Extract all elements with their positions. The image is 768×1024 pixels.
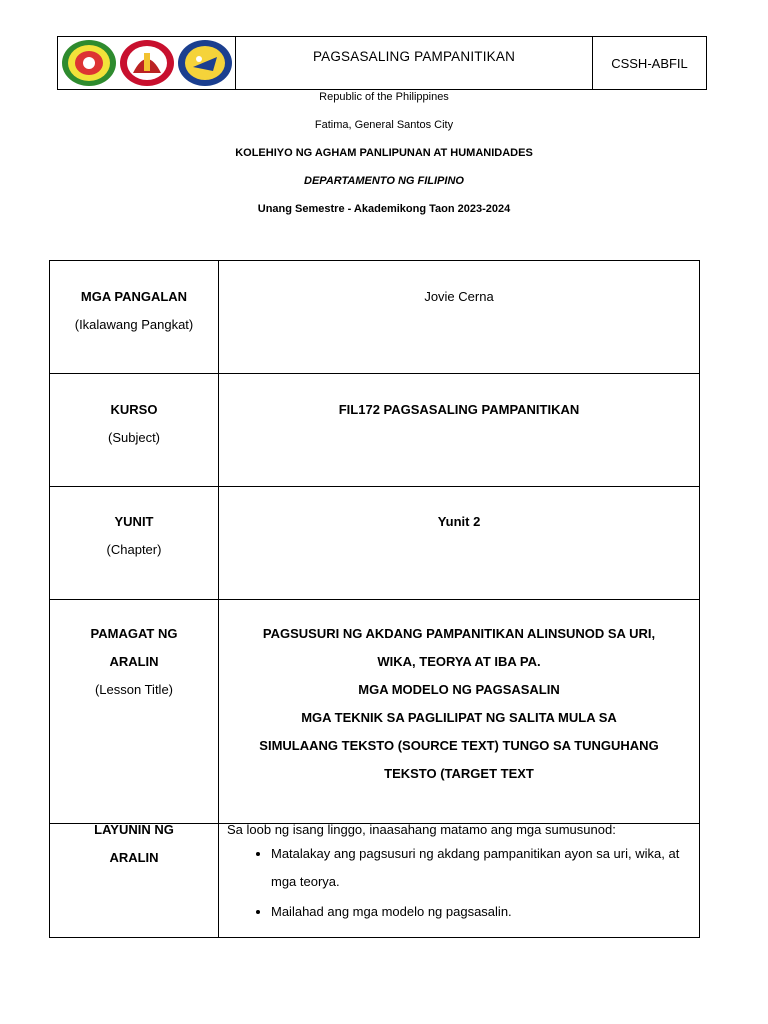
lesson-title-line: TEKSTO (TARGET TEXT <box>384 766 534 781</box>
republic-line: Republic of the Philippines <box>319 91 449 103</box>
table-row <box>50 261 700 374</box>
college-line: KOLEHIYO NG AGHAM PANLIPUNAN AT HUMANIDADES <box>235 147 533 159</box>
unit-value-cell <box>219 487 700 600</box>
table-row <box>50 600 700 824</box>
list-item: • Mailahad ang mga modelo ng pagsasalin. <box>271 898 699 926</box>
document-header <box>57 36 707 90</box>
logo-strip <box>58 37 236 89</box>
department-seal-icon <box>177 39 233 87</box>
unit-value: Yunit 2 <box>437 514 481 529</box>
objectives-label-line2: ARALIN <box>109 850 159 865</box>
lesson-sublabel: (Lesson Title) <box>94 682 174 697</box>
names-value: Jovie Cerna <box>424 289 494 304</box>
names-sublabel: (Ikalawang Pangkat) <box>74 317 194 332</box>
header-code: CSSH-ABFIL <box>611 55 688 71</box>
names-label: MGA PANGALAN <box>80 289 188 304</box>
list-item: • Matalakay ang pagsusuri ng akdang pampanitikan ayon sa uri, wika, at mga teorya. <box>271 840 699 896</box>
lesson-label-line1: PAMAGAT NG <box>90 626 178 641</box>
objectives-list <box>219 840 699 926</box>
objectives-label-cell <box>50 824 219 938</box>
unit-label-cell <box>50 487 219 600</box>
header-title: PAGSASALING PAMPANITIKAN <box>236 37 593 89</box>
table-row <box>50 824 700 938</box>
department-line: DEPARTAMENTO NG FILIPINO <box>304 175 464 187</box>
city-line: Fatima, General Santos City <box>314 119 454 131</box>
names-label-cell <box>50 261 219 374</box>
unit-sublabel: (Chapter) <box>106 542 162 557</box>
objectives-label-line1: LAYUNIN NG <box>94 822 174 837</box>
lesson-title-line: WIKA, TEORYA AT IBA PA. <box>377 654 541 669</box>
college-seal-icon <box>119 39 175 87</box>
lesson-info-table <box>49 260 700 938</box>
course-sublabel: (Subject) <box>107 430 161 445</box>
lesson-title-cell <box>219 600 700 824</box>
objectives-cell <box>219 824 700 938</box>
course-value: FIL172 PAGSASALING PAMPANITIKAN <box>338 402 580 417</box>
course-label-cell <box>50 374 219 487</box>
lesson-title-line: PAGSUSURI NG AKDANG PAMPANITIKAN ALINSUNOD SA URI, <box>262 626 656 641</box>
table-row <box>50 487 700 600</box>
table-row <box>50 374 700 487</box>
lesson-title-line: SIMULAANG TEKSTO (SOURCE TEXT) TUNGO SA TUNGUHANG <box>259 738 659 753</box>
course-value-cell <box>219 374 700 487</box>
lesson-label-line2: ARALIN <box>109 654 159 669</box>
semester-line: Unang Semestre - Akademikong Taon 2023-2024 <box>257 203 511 215</box>
objectives-intro: Sa loob ng isang linggo, inaasahang matamo ang mga sumusunod: <box>227 822 616 837</box>
course-label: KURSO <box>110 402 158 417</box>
lesson-title-line: MGA TEKNIK SA PAGLILIPAT NG SALITA MULA SA <box>301 710 617 725</box>
lesson-title-line: MGA MODELO NG PAGSASALIN <box>358 682 560 697</box>
unit-label: YUNIT <box>114 514 154 529</box>
university-seal-icon <box>61 39 117 87</box>
lesson-label-cell <box>50 600 219 824</box>
names-value-cell <box>219 261 700 374</box>
